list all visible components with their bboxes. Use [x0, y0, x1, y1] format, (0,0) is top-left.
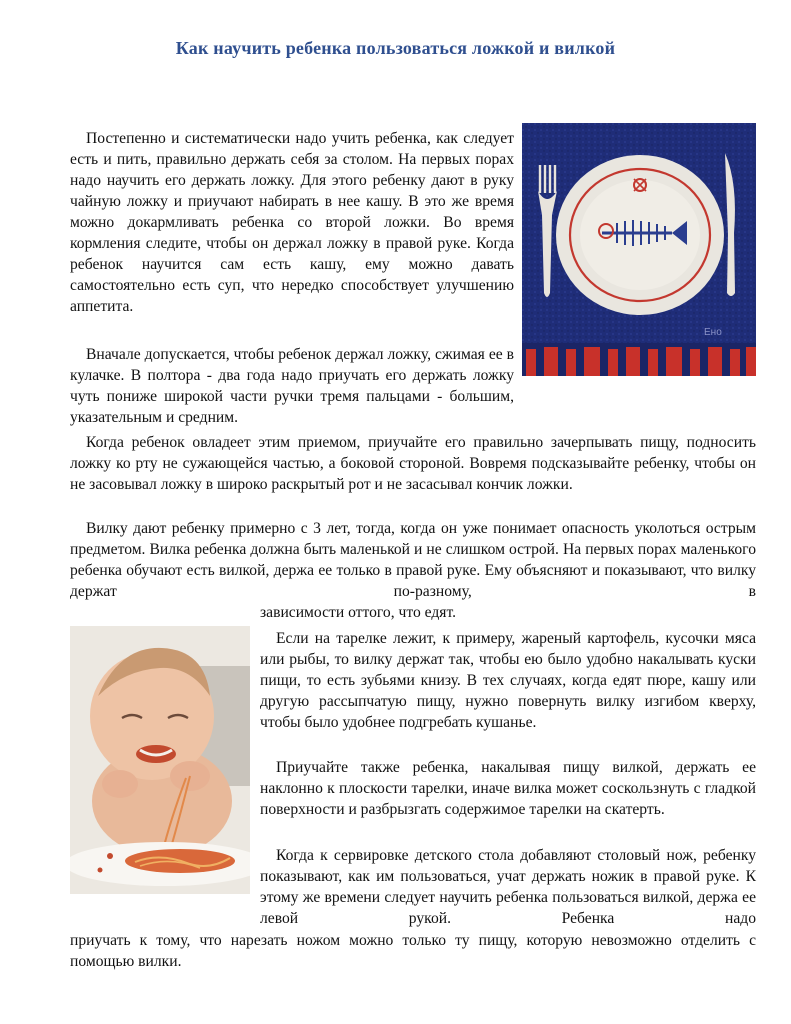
- paragraph-6-block: [260, 757, 756, 820]
- paragraph-2-block: [70, 344, 514, 428]
- baby-eating-photo: [70, 626, 250, 894]
- paragraph-5-block: [260, 628, 756, 733]
- paragraph-1-block: [70, 128, 514, 317]
- paragraph-2: Вначале допускается, чтобы ребенок держал ложку, сжимая ее в кулачке. В полтора - два года надо приучать его держать ложку чуть пониже широкой части ручки тремя пальцами - большим, указательным и средним.: [70, 346, 514, 426]
- paragraph-3: Когда ребенок овладеет этим приемом, приучайте его правильно зачерпывать пищу, подносить ложку ко рту не сужающейся частью, а боковой стороной. Вовремя подсказывайте ребенку, чтобы он не засовывал ложку в широко раскрытый рот и не засасывал кончик ложки.: [70, 434, 756, 493]
- paragraph-4: Вилку дают ребенку примерно с 3 лет, тогда, когда он уже понимает опасность уколоться острым предметом. Вилка ребенка должна быть маленькой и не слишком острой. На первых порах маленького ребенка обучают есть вилкой, держа ее только в правой руке. Ему объясняют и показывают, что вилку держат по-разному, в: [70, 520, 756, 600]
- paragraph-5: Если на тарелке лежит, к примеру, жареный картофель, кусочки мяса или рыбы, то вилку держат так, чтобы ею было удобно накалывать куски пищи, то есть зубьями книзу. В тех случаях, когда едят пюре, кашу или другую рассыпчатую пищу, нужно повернуть вилку изгибом кверху, чтобы было удобнее подгребать кушанье.: [260, 630, 756, 731]
- paragraph-4-block: [70, 518, 756, 602]
- paragraph-7: Когда к сервировке детского стола добавляют столовый нож, ребенку показывают, как им пользоваться, учат держать ножик в правой руке. К этому же времени следует научить ребенка пользоваться вилкой, держа ее левой рукой. Ребенка надо: [260, 847, 756, 927]
- paragraph-7-block: [260, 845, 756, 929]
- paragraph-7-tail: приучать к тому, что нарезать ножом можно только ту пищу, которую невозможно отделить с помощью вилки.: [70, 932, 756, 970]
- plate-painting-svg: [522, 123, 756, 376]
- paragraph-4-tail: зависимости оттого, что едят.: [260, 604, 457, 621]
- paragraph-4-tail-block: [260, 602, 756, 623]
- page-title: Как научить ребенка пользоваться ложкой и вилкой: [175, 38, 616, 58]
- paragraph-7-tail-block: [70, 930, 756, 972]
- paragraph-3-block: [70, 432, 756, 495]
- plate-painting-image: [522, 123, 756, 376]
- painting-signature: Ено: [704, 327, 722, 338]
- baby-photo-svg: [70, 626, 250, 894]
- paragraph-1: Постепенно и систематически надо учить ребенка, как следует есть и пить, правильно держать себя за столом. На первых порах надо научить его держать ложку. Для этого ребенку дают в руку чайную ложку и приучают набирать в нее кашу. В это же время можно докармливать ребенка со второй ложки. Во время кормления следите, чтобы он держал ложку в правой руке. Когда ребенок научится сам есть кашу, ему можно давать самостоятельно есть суп, что нередко способствует улучшению аппетита.: [70, 130, 514, 315]
- paragraph-6: Приучайте также ребенка, накалывая пищу вилкой, держать ее наклонно к плоскости тарелки, иначе вилка может соскользнуть с гладкой поверхности и разбрызгать содержимое тарелки на скатерть.: [260, 759, 756, 818]
